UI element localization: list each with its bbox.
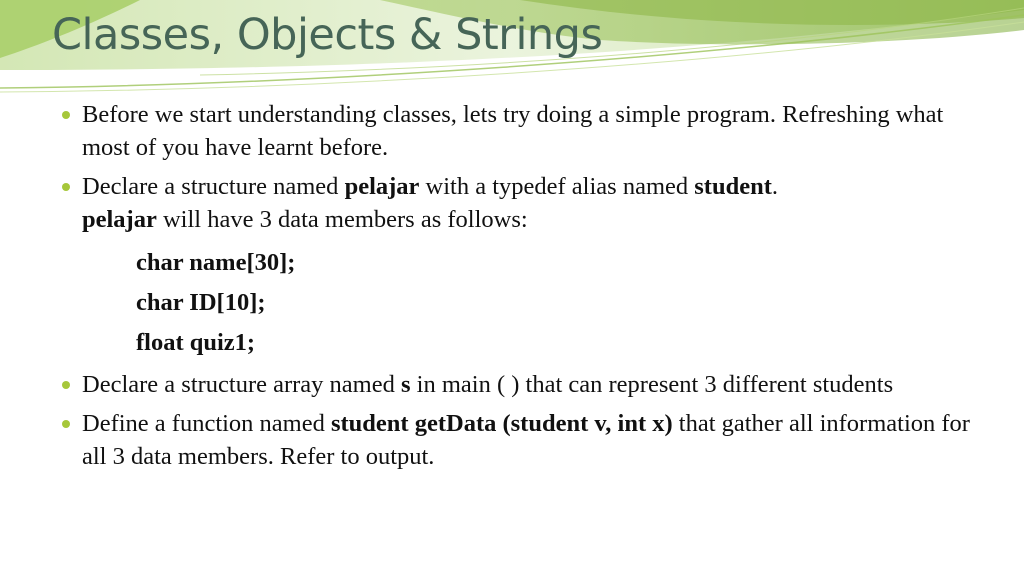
bullet-item <box>62 368 982 401</box>
bold-term: student <box>694 173 772 200</box>
bullet-text: will have 3 data members as follows: <box>156 206 528 233</box>
bullet-dot-icon <box>62 183 70 191</box>
bullet-dot-icon <box>62 420 70 428</box>
bold-term: pelajar <box>344 173 420 200</box>
bullet-item <box>62 98 982 164</box>
bullet-text: Before we start understanding classes, lets try doing a simple program. Refreshing what most of you have learnt before. <box>82 101 944 161</box>
bullet-text: Declare a structure array named <box>82 371 401 398</box>
bullet-dot-icon <box>62 111 70 119</box>
bullet-text: that gather all information for all 3 data members. Refer to output. <box>82 410 970 470</box>
bullet-text: with a typedef alias named <box>419 173 695 200</box>
bold-term: s <box>401 371 411 398</box>
bullet-dot-icon <box>62 381 70 389</box>
bullet-text: Declare a structure named <box>82 173 345 200</box>
bullet-text: . <box>771 173 778 200</box>
bullet-list <box>62 98 982 473</box>
bullet-item <box>62 170 982 236</box>
bold-term: pelajar <box>82 206 157 233</box>
code-block <box>62 243 982 363</box>
bullet-text: Define a function named <box>82 410 331 437</box>
bullet-item <box>62 407 982 473</box>
code-line: float quiz1; <box>136 329 256 356</box>
code-line: char name[30]; <box>136 249 296 276</box>
bullet-text: in main ( ) that can represent 3 different students <box>410 371 894 398</box>
slide-title: Classes, Objects & Strings <box>52 10 603 60</box>
code-line: char ID[10]; <box>136 289 266 316</box>
bold-term: student getData (student v, int x) <box>330 410 673 437</box>
